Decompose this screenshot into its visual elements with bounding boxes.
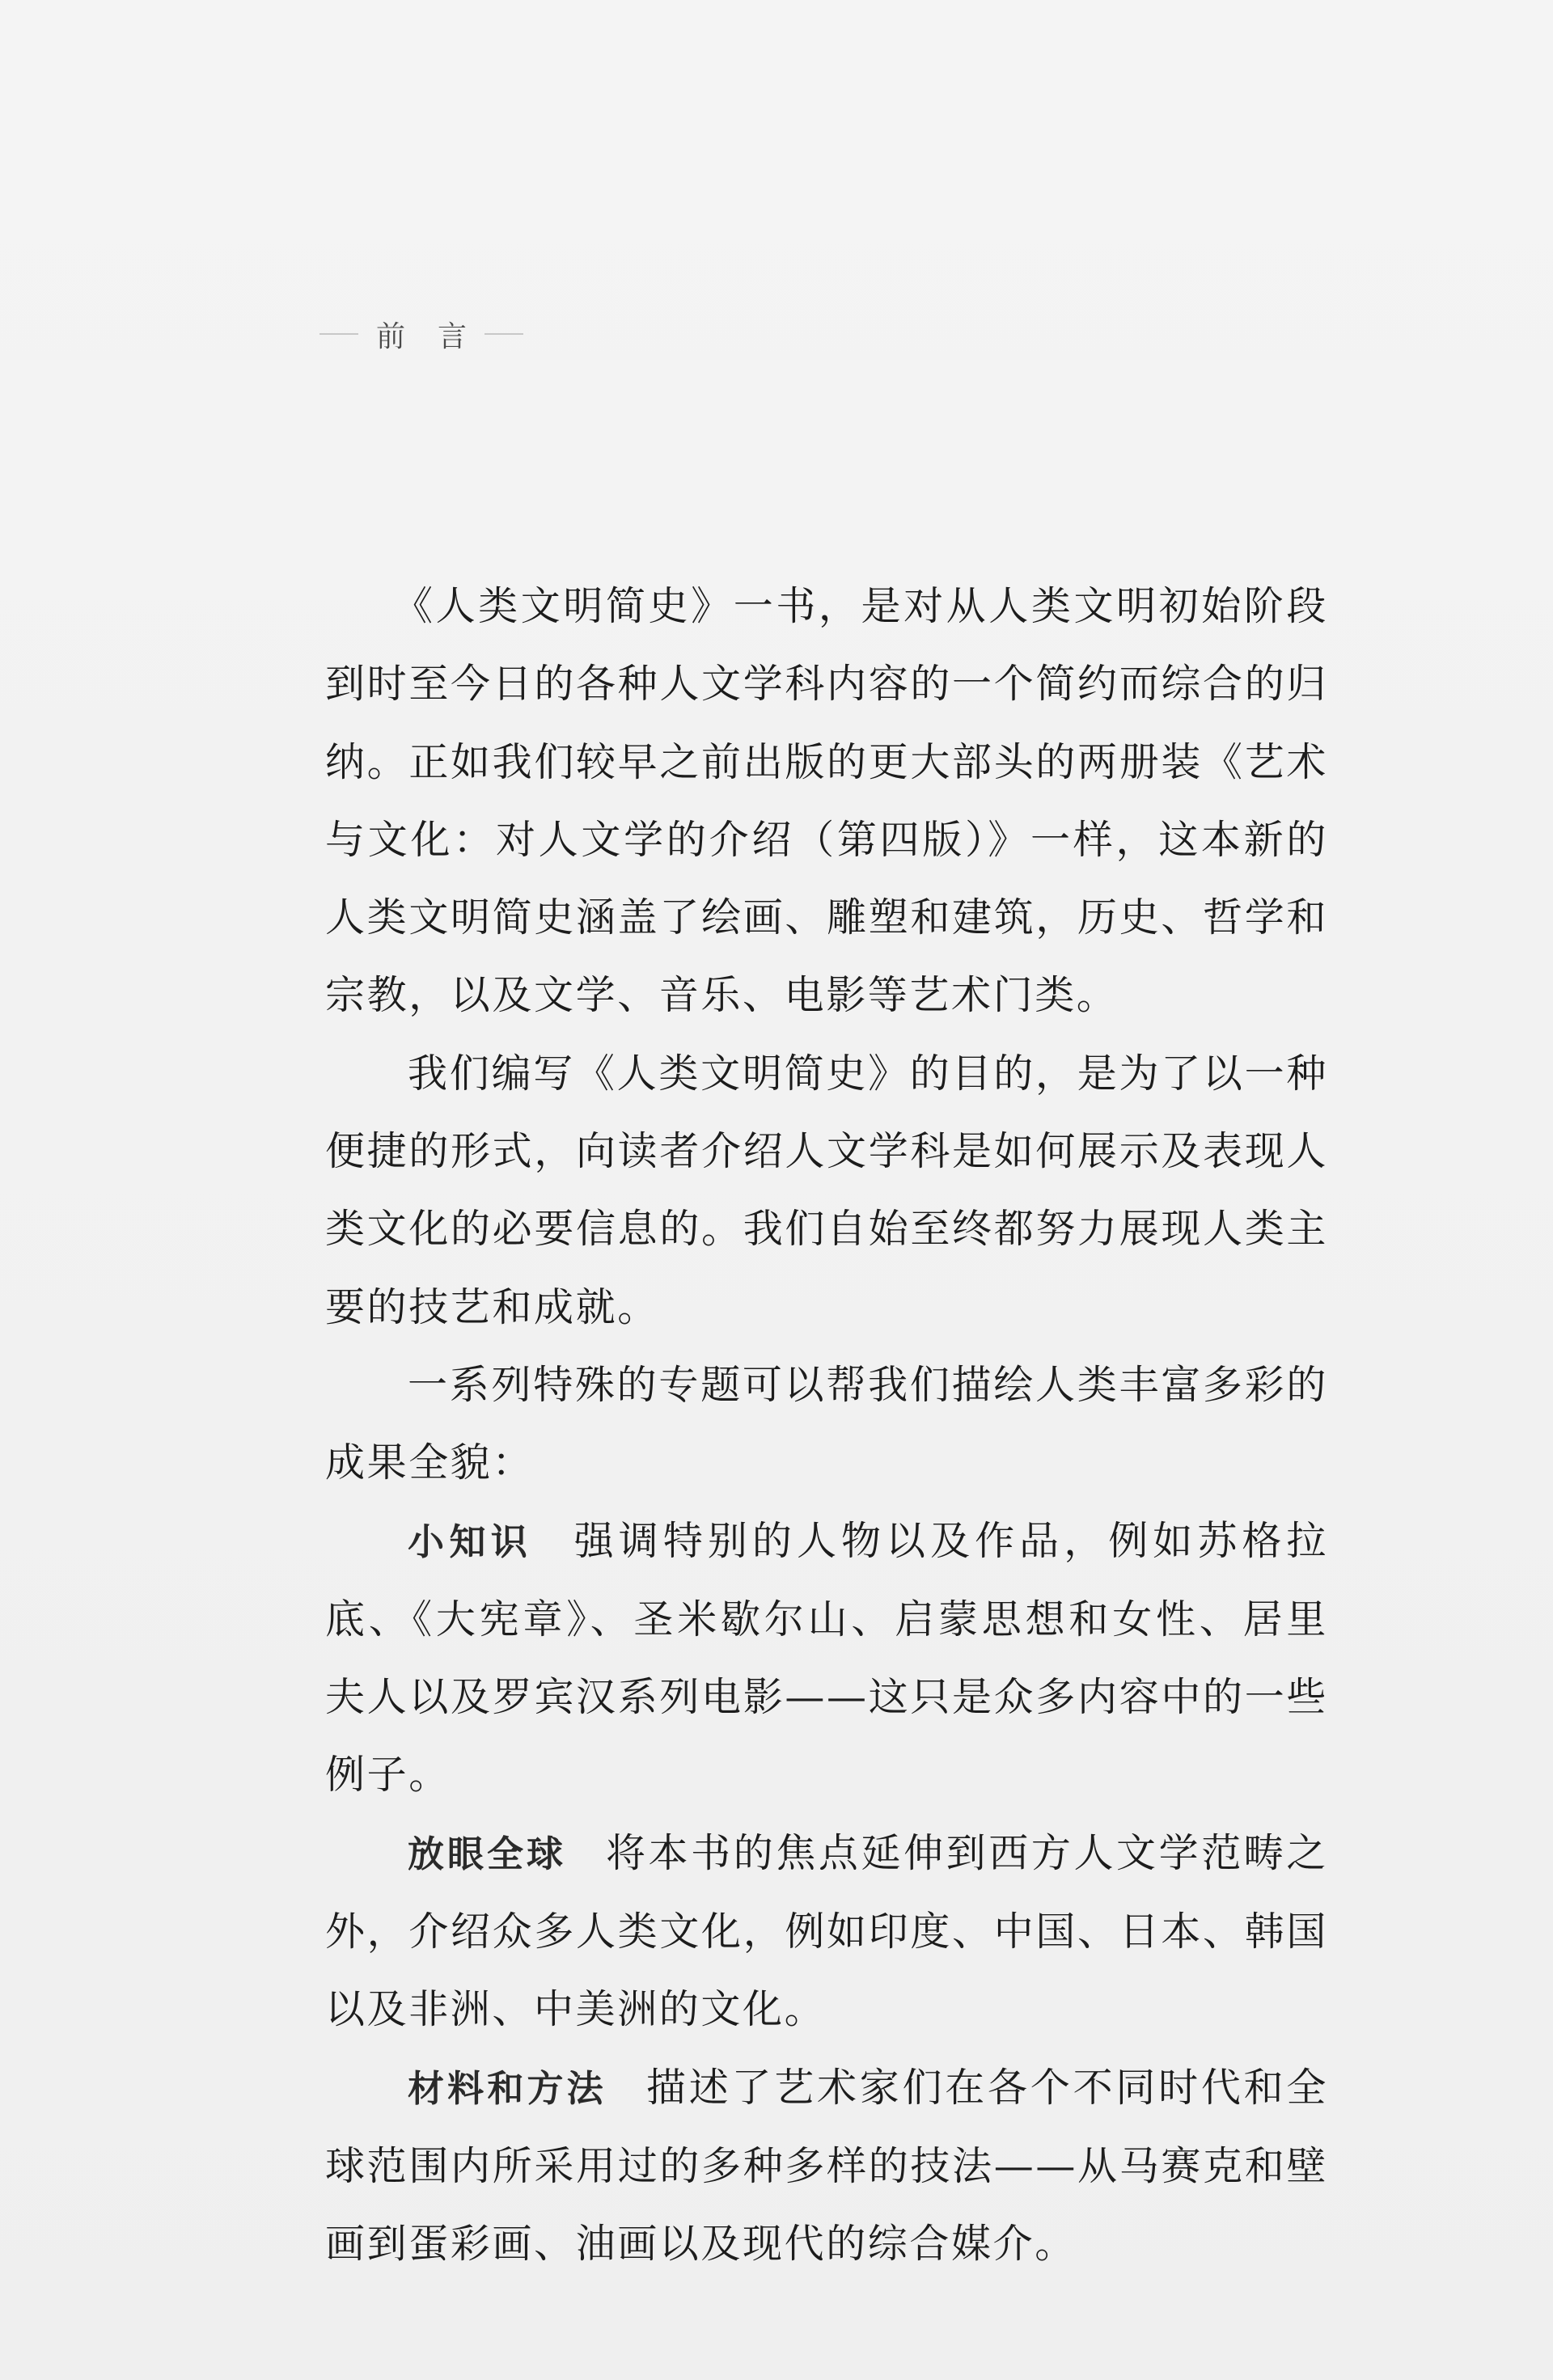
paragraph-intro: 《人类文明简史》一书，是对从人类文明初始阶段到时至今日的各种人文学科内容的一个简约而综合的归纳。正如我们较早之前出版的更大部头的两册装《艺术与文化：对人文学的介绍（第四版）》一样，这本新的人类文明简史涵盖了绘画、雕塑和建筑，历史、哲学和宗教，以及文学、音乐、电影等艺术门类。 [325,583,1328,1019]
header-rule-right [485,333,523,335]
feature-item [325,2049,1328,2284]
feature-term: 小知识 [408,1520,533,1563]
feature-term: 放眼全球 [408,1832,566,1875]
section-title: 前言 [376,319,500,353]
header-rule-left [319,333,358,335]
feature-item [325,1503,1328,1815]
feature-description: 强调特别的人物以及作品，例如苏格拉底、《大宪章》、圣米歇尔山、启蒙思想和女性、居里夫人以及罗宾汉系列电影——这只是众多内容中的一些例子。 [325,1517,1328,1799]
paragraph-features-intro: 一系列特殊的专题可以帮我们描绘人类丰富多彩的成果全貌： [325,1361,1328,1486]
preface-body [325,568,1328,2284]
feature-description: 将本书的焦点延伸到西方人文学范畴之外，介绍众多人类文化，例如印度、中国、日本、韩国以及非洲、中美洲的文化。 [325,1829,1328,2033]
section-header [319,306,523,362]
feature-term: 材料和方法 [408,2066,607,2110]
paragraph-purpose: 我们编写《人类文明简史》的目的，是为了以一种便捷的形式，向读者介绍人文学科是如何展示及表现人类文化的必要信息的。我们自始至终都努力展现人类主要的技艺和成就。 [325,1050,1328,1330]
feature-item [325,1815,1328,2049]
feature-description: 描述了艺术家们在各个不同时代和全球范围内所采用过的多种多样的技法——从马赛克和壁画到蛋彩画、油画以及现代的综合媒介。 [325,2064,1328,2268]
